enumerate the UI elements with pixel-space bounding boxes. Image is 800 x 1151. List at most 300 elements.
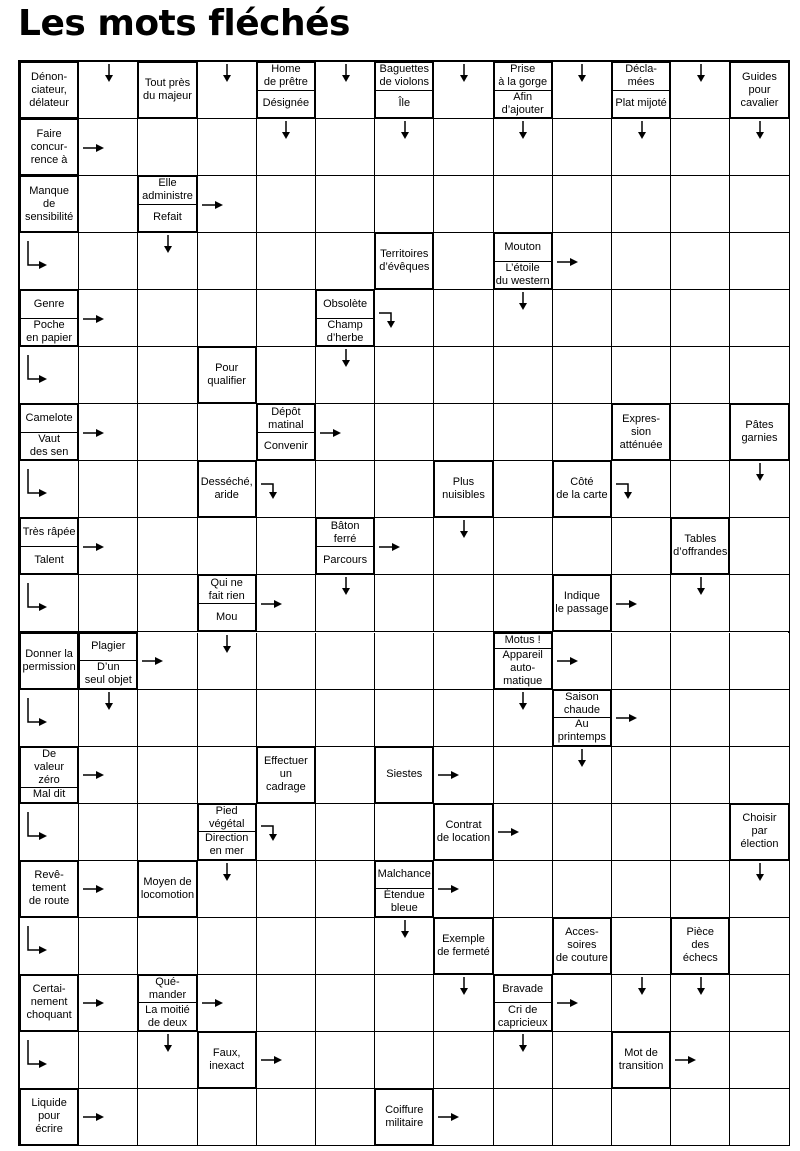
clue-box: [493, 232, 553, 290]
arrow-down-icon: [334, 349, 358, 369]
answer-cell[interactable]: [79, 1032, 138, 1089]
clue-text: Dépôt matinal: [268, 405, 304, 431]
answer-cell[interactable]: [434, 404, 493, 461]
clue-text: D’un seul objet: [80, 660, 136, 688]
clue-text: Baguettes de violons: [379, 63, 430, 89]
answer-cell[interactable]: [257, 918, 316, 975]
answer-cell[interactable]: [671, 804, 730, 861]
clue-text: L’étoile du western: [495, 261, 550, 287]
answer-cell[interactable]: [612, 347, 671, 404]
clue-text: Tables d’offrandes: [673, 533, 728, 559]
clue-text: Convenir: [258, 432, 314, 460]
clue-text: Pièce des échecs: [682, 926, 718, 965]
answer-cell[interactable]: [198, 747, 257, 804]
answer-cell[interactable]: [257, 290, 316, 347]
arrow-down-right-icon: [26, 355, 50, 395]
arrow-down-icon: [393, 920, 417, 940]
answer-cell[interactable]: [257, 233, 316, 290]
answer-cell[interactable]: [316, 918, 375, 975]
answer-cell[interactable]: [730, 176, 789, 233]
answer-cell[interactable]: [612, 1089, 671, 1146]
answer-cell[interactable]: [612, 233, 671, 290]
arrow-down-icon: [215, 635, 239, 655]
clue-text: Qui ne fait rien: [208, 576, 245, 602]
clue-text: Bâton ferré: [330, 519, 360, 545]
arrow-down-icon: [689, 577, 713, 597]
answer-cell[interactable]: [553, 1089, 612, 1146]
answer-cell[interactable]: [198, 119, 257, 176]
arrow-right-down-icon: [261, 822, 285, 842]
answer-cell[interactable]: [316, 690, 375, 747]
answer-cell[interactable]: [494, 575, 553, 632]
clue-text: Direction en mer: [199, 831, 255, 859]
answer-cell[interactable]: [138, 119, 197, 176]
answer-cell[interactable]: [316, 861, 375, 918]
clue-text: Mou: [199, 603, 255, 631]
answer-cell[interactable]: [553, 404, 612, 461]
answer-cell[interactable]: [671, 861, 730, 918]
clue-box: [19, 1088, 79, 1146]
answer-cell[interactable]: [553, 176, 612, 233]
clue-box: [197, 346, 257, 404]
answer-cell[interactable]: [79, 347, 138, 404]
answer-cell[interactable]: [257, 633, 316, 690]
clue-text: Elle administre: [142, 177, 193, 203]
answer-cell[interactable]: [671, 633, 730, 690]
clue-box: [433, 803, 493, 861]
arrow-down-icon: [97, 64, 121, 84]
arrow-right-icon: [438, 1107, 462, 1127]
clue-text: Plat mijoté: [613, 90, 669, 118]
clue-box: [256, 746, 316, 804]
answer-cell[interactable]: [730, 290, 789, 347]
arrow-down-icon: [215, 863, 239, 883]
clue-text: Moyen de locomotion: [140, 875, 195, 901]
clue-text: Étendue bleue: [376, 888, 432, 916]
clue-box: [137, 175, 197, 233]
arrow-right-down-icon: [616, 480, 640, 500]
answer-cell[interactable]: [79, 804, 138, 861]
arrow-down-right-icon: [26, 926, 50, 966]
answer-cell[interactable]: [79, 176, 138, 233]
clue-text: Contrat de location: [436, 818, 491, 844]
arrow-right-icon: [320, 423, 344, 443]
clue-box: [729, 61, 789, 119]
arrow-down-right-icon: [26, 241, 50, 281]
answer-cell[interactable]: [612, 518, 671, 575]
arrow-right-icon: [498, 822, 522, 842]
answer-cell[interactable]: [138, 461, 197, 518]
clue-box: [19, 746, 79, 804]
arrow-down-right-icon: [26, 469, 50, 509]
answer-cell[interactable]: [375, 804, 434, 861]
answer-cell[interactable]: [138, 518, 197, 575]
answer-cell[interactable]: [257, 690, 316, 747]
answer-cell[interactable]: [257, 861, 316, 918]
answer-cell[interactable]: [494, 1089, 553, 1146]
clue-text: Motus !: [504, 634, 541, 647]
clue-box: [670, 917, 730, 975]
clue-box: [256, 61, 316, 119]
arrow-down-right-icon: [26, 583, 50, 623]
clue-box: [19, 517, 79, 575]
answer-cell[interactable]: [375, 347, 434, 404]
arrow-right-icon: [83, 1107, 107, 1127]
answer-cell[interactable]: [612, 861, 671, 918]
answer-cell[interactable]: [375, 1032, 434, 1089]
answer-cell[interactable]: [375, 176, 434, 233]
answer-cell[interactable]: [553, 518, 612, 575]
arrow-right-icon: [202, 195, 226, 215]
arrow-right-down-icon: [379, 309, 403, 329]
answer-cell[interactable]: [316, 119, 375, 176]
clue-text: Genre: [33, 297, 65, 310]
answer-cell[interactable]: [316, 1089, 375, 1146]
clue-box: [19, 860, 79, 918]
answer-cell[interactable]: [138, 1089, 197, 1146]
clue-text: Certai- nement choquant: [26, 983, 72, 1022]
arrow-down-icon: [452, 64, 476, 84]
answer-cell[interactable]: [730, 518, 789, 575]
answer-cell[interactable]: [375, 975, 434, 1032]
answer-cell[interactable]: [198, 518, 257, 575]
answer-cell[interactable]: [494, 176, 553, 233]
answer-cell[interactable]: [434, 690, 493, 747]
clue-text: Afin d’ajouter: [495, 90, 551, 118]
clue-text: Saison chaude: [563, 690, 600, 716]
answer-cell[interactable]: [316, 975, 375, 1032]
crossword-grid: [18, 60, 790, 1146]
answer-cell[interactable]: [375, 575, 434, 632]
answer-cell[interactable]: [494, 347, 553, 404]
answer-cell[interactable]: [198, 918, 257, 975]
clue-text: Home de prêtre: [263, 63, 308, 89]
answer-cell[interactable]: [316, 747, 375, 804]
answer-cell[interactable]: [730, 347, 789, 404]
clue-box: [19, 632, 79, 690]
arrow-right-icon: [83, 993, 107, 1013]
answer-cell[interactable]: [671, 690, 730, 747]
answer-cell[interactable]: [434, 1032, 493, 1089]
clue-box: [137, 974, 197, 1032]
answer-cell[interactable]: [494, 461, 553, 518]
arrow-right-icon: [557, 993, 581, 1013]
clue-text: Vaut des sen: [21, 432, 77, 460]
answer-cell[interactable]: [138, 404, 197, 461]
answer-cell[interactable]: [730, 690, 789, 747]
answer-cell[interactable]: [671, 347, 730, 404]
clue-text: Pied végétal: [208, 804, 245, 830]
answer-cell[interactable]: [434, 233, 493, 290]
answer-cell[interactable]: [257, 1089, 316, 1146]
answer-cell[interactable]: [316, 233, 375, 290]
clue-text: Au printemps: [554, 717, 610, 745]
clue-text: Faux, inexact: [209, 1046, 245, 1072]
answer-cell[interactable]: [375, 461, 434, 518]
arrow-down-icon: [689, 64, 713, 84]
answer-cell[interactable]: [612, 290, 671, 347]
arrow-right-icon: [557, 651, 581, 671]
clue-text: Bravade: [502, 982, 544, 995]
clue-box: [137, 860, 197, 918]
clue-text: Indique le passage: [555, 590, 609, 616]
clue-box: [19, 403, 79, 461]
clue-text: Très râpée: [22, 526, 76, 539]
clue-box: [374, 1088, 434, 1146]
answer-cell[interactable]: [79, 918, 138, 975]
clue-text: Territoires d’évêques: [379, 248, 430, 274]
clue-box: [78, 632, 138, 690]
answer-cell[interactable]: [730, 747, 789, 804]
clue-text: Talent: [21, 546, 77, 574]
arrow-down-icon: [393, 121, 417, 141]
clue-box: [374, 232, 434, 290]
answer-cell[interactable]: [198, 290, 257, 347]
clue-text: Donner la permission: [22, 647, 76, 673]
answer-cell[interactable]: [198, 404, 257, 461]
arrow-right-icon: [616, 708, 640, 728]
clue-box: [493, 974, 553, 1032]
clue-box: [552, 917, 612, 975]
arrow-down-icon: [511, 692, 535, 712]
clue-box: [19, 175, 79, 233]
answer-cell[interactable]: [198, 233, 257, 290]
arrow-right-icon: [261, 594, 285, 614]
answer-cell[interactable]: [494, 518, 553, 575]
clue-text: Coiffure militaire: [385, 1103, 424, 1129]
answer-cell[interactable]: [79, 461, 138, 518]
arrow-down-icon: [97, 692, 121, 712]
clue-box: [729, 403, 789, 461]
arrow-right-icon: [438, 879, 462, 899]
clue-box: [19, 289, 79, 347]
arrow-down-icon: [630, 121, 654, 141]
clue-box: [256, 403, 316, 461]
clue-box: [197, 1031, 257, 1089]
answer-cell[interactable]: [730, 1032, 789, 1089]
answer-cell[interactable]: [257, 975, 316, 1032]
arrow-down-icon: [511, 292, 535, 312]
clue-text: Acces- soires de couture: [555, 926, 608, 965]
answer-cell[interactable]: [375, 404, 434, 461]
clue-box: [137, 61, 197, 119]
arrow-down-icon: [511, 1034, 535, 1054]
clue-box: [197, 574, 257, 632]
clue-text: La moitié de deux: [139, 1002, 195, 1030]
clue-box: [19, 61, 79, 119]
arrow-right-icon: [83, 879, 107, 899]
clue-text: Revê- tement de route: [28, 869, 70, 908]
arrow-down-icon: [748, 463, 772, 483]
clue-box: [19, 974, 79, 1032]
clue-text: Prise à la gorge: [498, 63, 548, 89]
answer-cell[interactable]: [553, 1032, 612, 1089]
answer-cell[interactable]: [553, 861, 612, 918]
arrow-down-icon: [452, 977, 476, 997]
page-title: Les mots fléchés: [18, 3, 350, 44]
answer-cell[interactable]: [730, 633, 789, 690]
answer-cell[interactable]: [553, 119, 612, 176]
answer-cell[interactable]: [316, 804, 375, 861]
answer-cell[interactable]: [612, 918, 671, 975]
answer-cell[interactable]: [138, 290, 197, 347]
answer-cell[interactable]: [612, 633, 671, 690]
arrow-down-icon: [215, 64, 239, 84]
arrow-down-icon: [274, 121, 298, 141]
arrow-down-icon: [748, 863, 772, 883]
answer-cell[interactable]: [138, 347, 197, 404]
arrow-down-icon: [689, 977, 713, 997]
answer-cell[interactable]: [375, 633, 434, 690]
answer-cell[interactable]: [198, 690, 257, 747]
arrow-right-icon: [557, 252, 581, 272]
answer-cell[interactable]: [671, 404, 730, 461]
clue-box: [315, 517, 375, 575]
answer-cell[interactable]: [316, 461, 375, 518]
answer-cell[interactable]: [138, 575, 197, 632]
answer-cell[interactable]: [494, 918, 553, 975]
clue-text: Dénon- ciateur, délateur: [29, 70, 69, 109]
answer-cell[interactable]: [434, 575, 493, 632]
answer-cell[interactable]: [494, 404, 553, 461]
answer-cell[interactable]: [730, 233, 789, 290]
clue-text: Tout près du majeur: [143, 77, 192, 103]
arrow-down-icon: [630, 977, 654, 997]
answer-cell[interactable]: [434, 119, 493, 176]
clue-text: Plus nuisibles: [442, 476, 485, 502]
clue-box: [374, 860, 434, 918]
clue-text: Effectuer un cadrage: [263, 755, 308, 794]
answer-cell[interactable]: [434, 633, 493, 690]
clue-text: Choisir par élection: [740, 812, 779, 851]
clue-text: Cri de capricieux: [495, 1002, 551, 1030]
clue-text: Mot de transition: [618, 1046, 664, 1072]
clue-text: Champ d’herbe: [317, 318, 373, 346]
answer-cell[interactable]: [730, 1089, 789, 1146]
answer-cell[interactable]: [375, 690, 434, 747]
clue-box: [493, 61, 553, 119]
clue-text: Obsolète: [323, 297, 368, 310]
arrow-right-icon: [83, 765, 107, 785]
clue-box: [552, 574, 612, 632]
clue-text: Appareil auto- matique: [495, 648, 551, 688]
arrow-right-icon: [83, 537, 107, 557]
answer-cell[interactable]: [434, 290, 493, 347]
answer-cell[interactable]: [671, 119, 730, 176]
answer-cell[interactable]: [257, 518, 316, 575]
clue-box: [670, 517, 730, 575]
arrow-right-icon: [202, 993, 226, 1013]
clue-box: [315, 289, 375, 347]
answer-cell[interactable]: [494, 861, 553, 918]
answer-cell[interactable]: [553, 804, 612, 861]
clue-box: [729, 803, 789, 861]
clue-text: Exemple de fermeté: [437, 932, 490, 958]
arrow-right-icon: [261, 1050, 285, 1070]
answer-cell[interactable]: [257, 176, 316, 233]
arrow-down-icon: [334, 64, 358, 84]
clue-text: Guides pour cavalier: [740, 70, 779, 109]
clue-box: [493, 632, 553, 690]
answer-cell[interactable]: [138, 918, 197, 975]
answer-cell[interactable]: [316, 1032, 375, 1089]
clue-box: [197, 460, 257, 518]
clue-text: De valeur zéro: [34, 747, 65, 786]
answer-cell[interactable]: [316, 176, 375, 233]
clue-text: Décla- mées: [625, 63, 657, 89]
answer-cell[interactable]: [434, 347, 493, 404]
clue-text: Mouton: [504, 240, 542, 253]
answer-cell[interactable]: [553, 347, 612, 404]
clue-text: Faire concur- rence à: [30, 127, 68, 166]
clue-text: Malchance: [377, 868, 431, 881]
answer-cell[interactable]: [198, 1089, 257, 1146]
clue-text: Poche en papier: [21, 318, 77, 346]
answer-cell[interactable]: [671, 233, 730, 290]
arrow-down-icon: [334, 577, 358, 597]
clue-text: Côté de la carte: [556, 476, 608, 502]
clue-box: [433, 917, 493, 975]
arrow-down-icon: [570, 749, 594, 769]
answer-cell[interactable]: [671, 176, 730, 233]
arrow-down-icon: [156, 1034, 180, 1054]
arrow-right-icon: [83, 423, 107, 443]
answer-cell[interactable]: [138, 690, 197, 747]
clue-text: Plagier: [91, 640, 126, 653]
answer-cell[interactable]: [671, 461, 730, 518]
clue-text: Pâtes garnies: [741, 419, 778, 445]
clue-box: [374, 61, 434, 119]
answer-cell[interactable]: [612, 747, 671, 804]
answer-cell[interactable]: [671, 747, 730, 804]
answer-cell[interactable]: [79, 575, 138, 632]
clue-text: Siestes: [386, 768, 423, 781]
clue-box: [433, 460, 493, 518]
clue-text: Camelote: [25, 412, 73, 425]
arrow-down-icon: [511, 121, 535, 141]
answer-cell[interactable]: [671, 290, 730, 347]
clue-box: [611, 1031, 671, 1089]
arrow-down-icon: [452, 520, 476, 540]
clue-box: [374, 746, 434, 804]
answer-cell[interactable]: [79, 233, 138, 290]
answer-cell[interactable]: [730, 575, 789, 632]
answer-cell[interactable]: [316, 633, 375, 690]
clue-text: Qué- mander: [148, 976, 187, 1002]
clue-text: Expres- sion atténuée: [619, 412, 663, 451]
answer-cell[interactable]: [434, 176, 493, 233]
arrow-down-icon: [156, 235, 180, 255]
clue-box: [611, 61, 671, 119]
clue-text: Refait: [139, 204, 195, 232]
answer-cell[interactable]: [257, 347, 316, 404]
answer-cell[interactable]: [671, 1089, 730, 1146]
answer-cell[interactable]: [612, 804, 671, 861]
clue-text: Manque de sensibilité: [24, 184, 74, 223]
clue-box: [611, 403, 671, 461]
answer-cell[interactable]: [553, 290, 612, 347]
clue-text: Désignée: [258, 90, 314, 118]
answer-cell[interactable]: [138, 804, 197, 861]
clue-box: [552, 689, 612, 747]
answer-cell[interactable]: [730, 918, 789, 975]
clue-text: Parcours: [317, 546, 373, 574]
answer-cell[interactable]: [494, 747, 553, 804]
answer-cell[interactable]: [612, 176, 671, 233]
answer-cell[interactable]: [730, 975, 789, 1032]
clue-text: Île: [376, 90, 432, 118]
answer-cell[interactable]: [138, 747, 197, 804]
